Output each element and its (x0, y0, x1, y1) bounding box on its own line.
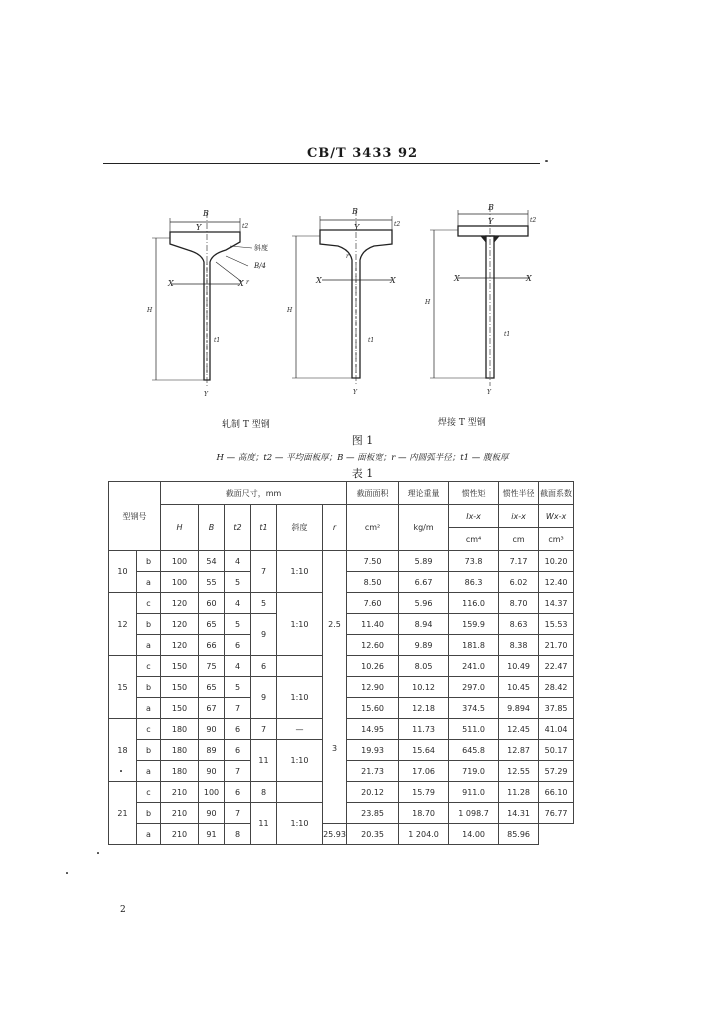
area-cell: 14.95 (347, 719, 399, 740)
rolled-t-label-t2: t2 (242, 223, 249, 230)
h-cell: 120 (161, 635, 199, 656)
weight-cell: 11.73 (399, 719, 449, 740)
radius-cell: 6.02 (499, 572, 539, 593)
size-12: 12 (109, 593, 137, 656)
weight-cell: 10.12 (399, 677, 449, 698)
h-cell: 150 (161, 698, 199, 719)
inertia-cell: 719.0 (449, 761, 499, 782)
h-cell: 210 (161, 782, 199, 803)
weight-cell: 12.18 (399, 698, 449, 719)
radius-cell: 8.70 (499, 593, 539, 614)
inertia-cell: 159.9 (449, 614, 499, 635)
t2-cell: 7 (225, 803, 251, 824)
weight-cell: 9.89 (399, 635, 449, 656)
sub-cell: a (137, 635, 161, 656)
h-cell: 180 (161, 740, 199, 761)
h-cell: 180 (161, 719, 199, 740)
col-r: r (323, 505, 347, 551)
b-cell: 55 (199, 572, 225, 593)
area-cell: 19.93 (347, 740, 399, 761)
b-cell: 75 (199, 656, 225, 677)
slope-cell: 1:10 (277, 593, 323, 656)
rolled-t-label-slope: 斜度 (254, 244, 268, 252)
col-dims: 截面尺寸，mm (161, 482, 347, 505)
h-cell: 150 (161, 656, 199, 677)
t2-cell: 6 (225, 719, 251, 740)
b-cell: 91 (199, 824, 225, 845)
h-cell: 120 (161, 614, 199, 635)
sub-cell: a (137, 824, 161, 845)
t1-cell: 5 (251, 593, 277, 614)
t1-cell: 9 (251, 614, 277, 656)
modulus-cell: 21.70 (539, 635, 574, 656)
inertia-cell: 645.8 (449, 740, 499, 761)
rolled-t-label-h: H (147, 307, 153, 314)
radius-cell: 7.17 (499, 551, 539, 572)
figure-welded-t (430, 206, 530, 386)
table-row (109, 824, 574, 845)
sub-cell: c (137, 593, 161, 614)
welded-t-flange (458, 226, 528, 236)
weight-cell: 17.06 (399, 761, 449, 782)
welded-t-label-t2: t2 (530, 217, 537, 224)
t2-cell: 5 (225, 614, 251, 635)
h-cell: 210 (161, 803, 199, 824)
welded-t-weld-right (494, 236, 499, 242)
col-weight-unit: kg/m (399, 505, 449, 551)
inertia-cell: 241.0 (449, 656, 499, 677)
scan-speck (66, 872, 68, 874)
b-cell: 54 (199, 551, 225, 572)
rolled-t-slope-leader (230, 246, 252, 248)
b-cell: 65 (199, 677, 225, 698)
rolled-t-label-x-right: X (238, 279, 244, 288)
radius-cell: 10.49 (499, 656, 539, 677)
table-row (109, 551, 574, 572)
b-cell: 90 (199, 761, 225, 782)
area-cell: 12.60 (347, 635, 399, 656)
modulus-cell: 12.40 (539, 572, 574, 593)
welded-t-label-x-right: X (526, 274, 532, 283)
sub-cell: b (137, 551, 161, 572)
inertia-cell: 911.0 (449, 782, 499, 803)
sub-cell: a (137, 572, 161, 593)
sub-cell: c (137, 719, 161, 740)
r-cell (323, 551, 347, 824)
rolled-t-outline (170, 232, 240, 380)
b-cell: 100 (199, 782, 225, 803)
variant-t-label-t1: t1 (368, 337, 375, 344)
modulus-cell: 76.77 (539, 803, 574, 824)
slope-cell: 1:10 (277, 803, 323, 845)
h-cell: 210 (161, 824, 199, 845)
h-cell: 180 (161, 761, 199, 782)
variant-t-label-y-top: Y (354, 223, 360, 232)
col-weight: 理论重量 (399, 482, 449, 505)
weight-cell: 15.79 (399, 782, 449, 803)
t2-cell: 7 (225, 698, 251, 719)
size-18: 18 (109, 719, 137, 782)
radius-cell: 12.55 (499, 761, 539, 782)
h-cell: 120 (161, 593, 199, 614)
inertia-cell: 1 204.0 (399, 824, 449, 845)
radius-cell: 8.38 (499, 635, 539, 656)
sub-cell: b (137, 614, 161, 635)
h-cell: 100 (161, 551, 199, 572)
area-cell: 20.12 (347, 782, 399, 803)
b-cell: 90 (199, 719, 225, 740)
col-modulus: 截面系数 (539, 482, 574, 505)
variant-t-label-b: B (352, 207, 358, 216)
rolled-t-label-b: B (203, 209, 209, 218)
radius-cell: 9.894 (499, 698, 539, 719)
modulus-cell: 85.96 (499, 824, 539, 845)
welded-t-label-h: H (425, 299, 431, 306)
h-cell: 150 (161, 677, 199, 698)
b-cell: 60 (199, 593, 225, 614)
col-inertia-unit: cm⁴ (449, 528, 499, 551)
radius-cell: 11.28 (499, 782, 539, 803)
radius-cell: 14.31 (499, 803, 539, 824)
t2-cell: 4 (225, 593, 251, 614)
header-rule (103, 163, 540, 164)
area-cell: 15.60 (347, 698, 399, 719)
welded-t-label-y-top: Y (488, 217, 494, 226)
document-header: CB/T 3433 92 (306, 146, 419, 161)
slope-cell (277, 782, 323, 803)
b-cell: 66 (199, 635, 225, 656)
inertia-cell: 86.3 (449, 572, 499, 593)
weight-cell: 8.05 (399, 656, 449, 677)
page-number: 2 (120, 905, 126, 915)
scan-speck (545, 160, 548, 162)
col-modulus-unit: cm³ (539, 528, 574, 551)
col-area-unit: cm² (347, 505, 399, 551)
radius-cell: 8.63 (499, 614, 539, 635)
welded-t-weld-left (481, 236, 486, 242)
r-value-bottom: 3 (331, 743, 338, 753)
modulus-cell: 10.20 (539, 551, 574, 572)
variant-t-label-x-right: X (390, 276, 396, 285)
h-cell: 100 (161, 572, 199, 593)
rolled-t-label-slope-value: B/4 (254, 262, 266, 270)
welded-t-label-y-bottom: Y (487, 389, 491, 396)
col-b: B (199, 505, 225, 551)
t2-cell: 6 (225, 635, 251, 656)
modulus-cell: 41.04 (539, 719, 574, 740)
sections-table (108, 481, 574, 845)
area-cell: 7.60 (347, 593, 399, 614)
figure-legend: H — 高度；t2 — 平均面板厚；B — 面板宽；r — 内圆弧半径；t1 — 腹板厚 (216, 453, 509, 463)
inertia-cell: 73.8 (449, 551, 499, 572)
weight-cell: 6.67 (399, 572, 449, 593)
col-t1: t1 (251, 505, 277, 551)
b-cell: 67 (199, 698, 225, 719)
rolled-t-label-x-left: X (168, 279, 174, 288)
variant-t-label-t2: t2 (394, 221, 401, 228)
weight-cell: 5.89 (399, 551, 449, 572)
inertia-cell: 116.0 (449, 593, 499, 614)
sub-cell: c (137, 782, 161, 803)
col-area: 截面面积 (347, 482, 399, 505)
variant-t-label-x-left: X (316, 276, 322, 285)
col-slope: 斜度 (277, 505, 323, 551)
inertia-cell: 297.0 (449, 677, 499, 698)
col-h: H (161, 505, 199, 551)
weight-cell: 20.35 (347, 824, 399, 845)
weight-cell: 15.64 (399, 740, 449, 761)
area-cell: 25.93 (323, 824, 347, 845)
col-inertia: 惯性矩 (449, 482, 499, 505)
slope-cell: 1:10 (277, 740, 323, 782)
inertia-cell: 374.5 (449, 698, 499, 719)
t2-cell: 6 (225, 782, 251, 803)
t1-cell: 9 (251, 677, 277, 719)
t1-cell: 7 (251, 719, 277, 740)
welded-t-caption: 焊接 T 型钢 (438, 418, 486, 428)
t1-cell: 11 (251, 803, 277, 845)
col-inertia-sym: Ix-x (449, 505, 499, 528)
modulus-cell: 57.29 (539, 761, 574, 782)
t2-cell: 6 (225, 740, 251, 761)
sub-cell: c (137, 656, 161, 677)
r-value-top: 2.5 (328, 619, 341, 629)
b-cell: 89 (199, 740, 225, 761)
b-cell: 65 (199, 614, 225, 635)
weight-cell: 8.94 (399, 614, 449, 635)
variant-t-label-y-bottom: Y (353, 389, 357, 396)
t2-cell: 4 (225, 656, 251, 677)
radius-cell: 14.00 (449, 824, 499, 845)
figure-title: 图 1 (351, 434, 374, 447)
t2-cell: 8 (225, 824, 251, 845)
modulus-cell: 37.85 (539, 698, 574, 719)
rolled-t-label-y-bottom: Y (204, 391, 208, 398)
welded-t-label-b: B (488, 203, 494, 212)
col-radius: 惯性半径 (499, 482, 539, 505)
area-cell: 8.50 (347, 572, 399, 593)
slope-cell (277, 656, 323, 677)
area-cell: 7.50 (347, 551, 399, 572)
t2-cell: 5 (225, 572, 251, 593)
radius-cell: 12.45 (499, 719, 539, 740)
modulus-cell: 28.42 (539, 677, 574, 698)
variant-t-label-h: H (287, 307, 293, 314)
t-section-figures (130, 200, 550, 430)
rolled-t-label-t1: t1 (214, 337, 221, 344)
weight-cell: 5.96 (399, 593, 449, 614)
b-cell: 90 (199, 803, 225, 824)
inertia-cell: 181.8 (449, 635, 499, 656)
t1-cell: 6 (251, 656, 277, 677)
rolled-t-label-y-top: Y (196, 223, 202, 232)
area-cell: 21.73 (347, 761, 399, 782)
variant-t-label-r: r (346, 253, 349, 260)
t2-cell: 7 (225, 761, 251, 782)
size-15: 15 (109, 656, 137, 719)
modulus-cell: 66.10 (539, 782, 574, 803)
t2-cell: 5 (225, 677, 251, 698)
t2-cell: 4 (225, 551, 251, 572)
figure-rolled-t-variant (292, 210, 392, 386)
rolled-t-caption: 轧制 T 型钢 (222, 420, 270, 430)
size-21: 21 (109, 782, 137, 845)
radius-cell: 10.45 (499, 677, 539, 698)
area-cell: 11.40 (347, 614, 399, 635)
welded-t-label-x-left: X (454, 274, 460, 283)
sub-cell: b (137, 677, 161, 698)
col-t2: t2 (225, 505, 251, 551)
inertia-cell: 1 098.7 (449, 803, 499, 824)
area-cell: 10.26 (347, 656, 399, 677)
inertia-cell: 511.0 (449, 719, 499, 740)
welded-t-label-t1: t1 (504, 331, 511, 338)
scan-speck (97, 852, 99, 854)
weight-cell: 18.70 (399, 803, 449, 824)
col-model: 型钢号 (109, 482, 161, 551)
area-cell: 12.90 (347, 677, 399, 698)
col-radius-sym: ix-x (499, 505, 539, 528)
scan-speck (120, 770, 122, 772)
table-title: 表 1 (351, 467, 374, 480)
figure-rolled-t (152, 212, 252, 388)
size-10: 10 (109, 551, 137, 593)
t1-cell: 8 (251, 782, 277, 803)
slope-cell: — (277, 719, 323, 740)
col-modulus-sym: Wx-x (539, 505, 574, 528)
sub-cell: b (137, 740, 161, 761)
sub-cell: b (137, 803, 161, 824)
radius-cell: 12.87 (499, 740, 539, 761)
modulus-cell: 14.37 (539, 593, 574, 614)
sub-cell: a (137, 698, 161, 719)
modulus-cell: 50.17 (539, 740, 574, 761)
modulus-cell: 22.47 (539, 656, 574, 677)
modulus-cell: 15.53 (539, 614, 574, 635)
t1-cell: 11 (251, 740, 277, 782)
col-radius-unit: cm (499, 528, 539, 551)
t1-cell: 7 (251, 551, 277, 593)
slope-cell: 1:10 (277, 551, 323, 593)
sub-cell: a (137, 761, 161, 782)
area-cell: 23.85 (347, 803, 399, 824)
slope-cell: 1:10 (277, 677, 323, 719)
rolled-t-label-r: r (246, 279, 249, 286)
